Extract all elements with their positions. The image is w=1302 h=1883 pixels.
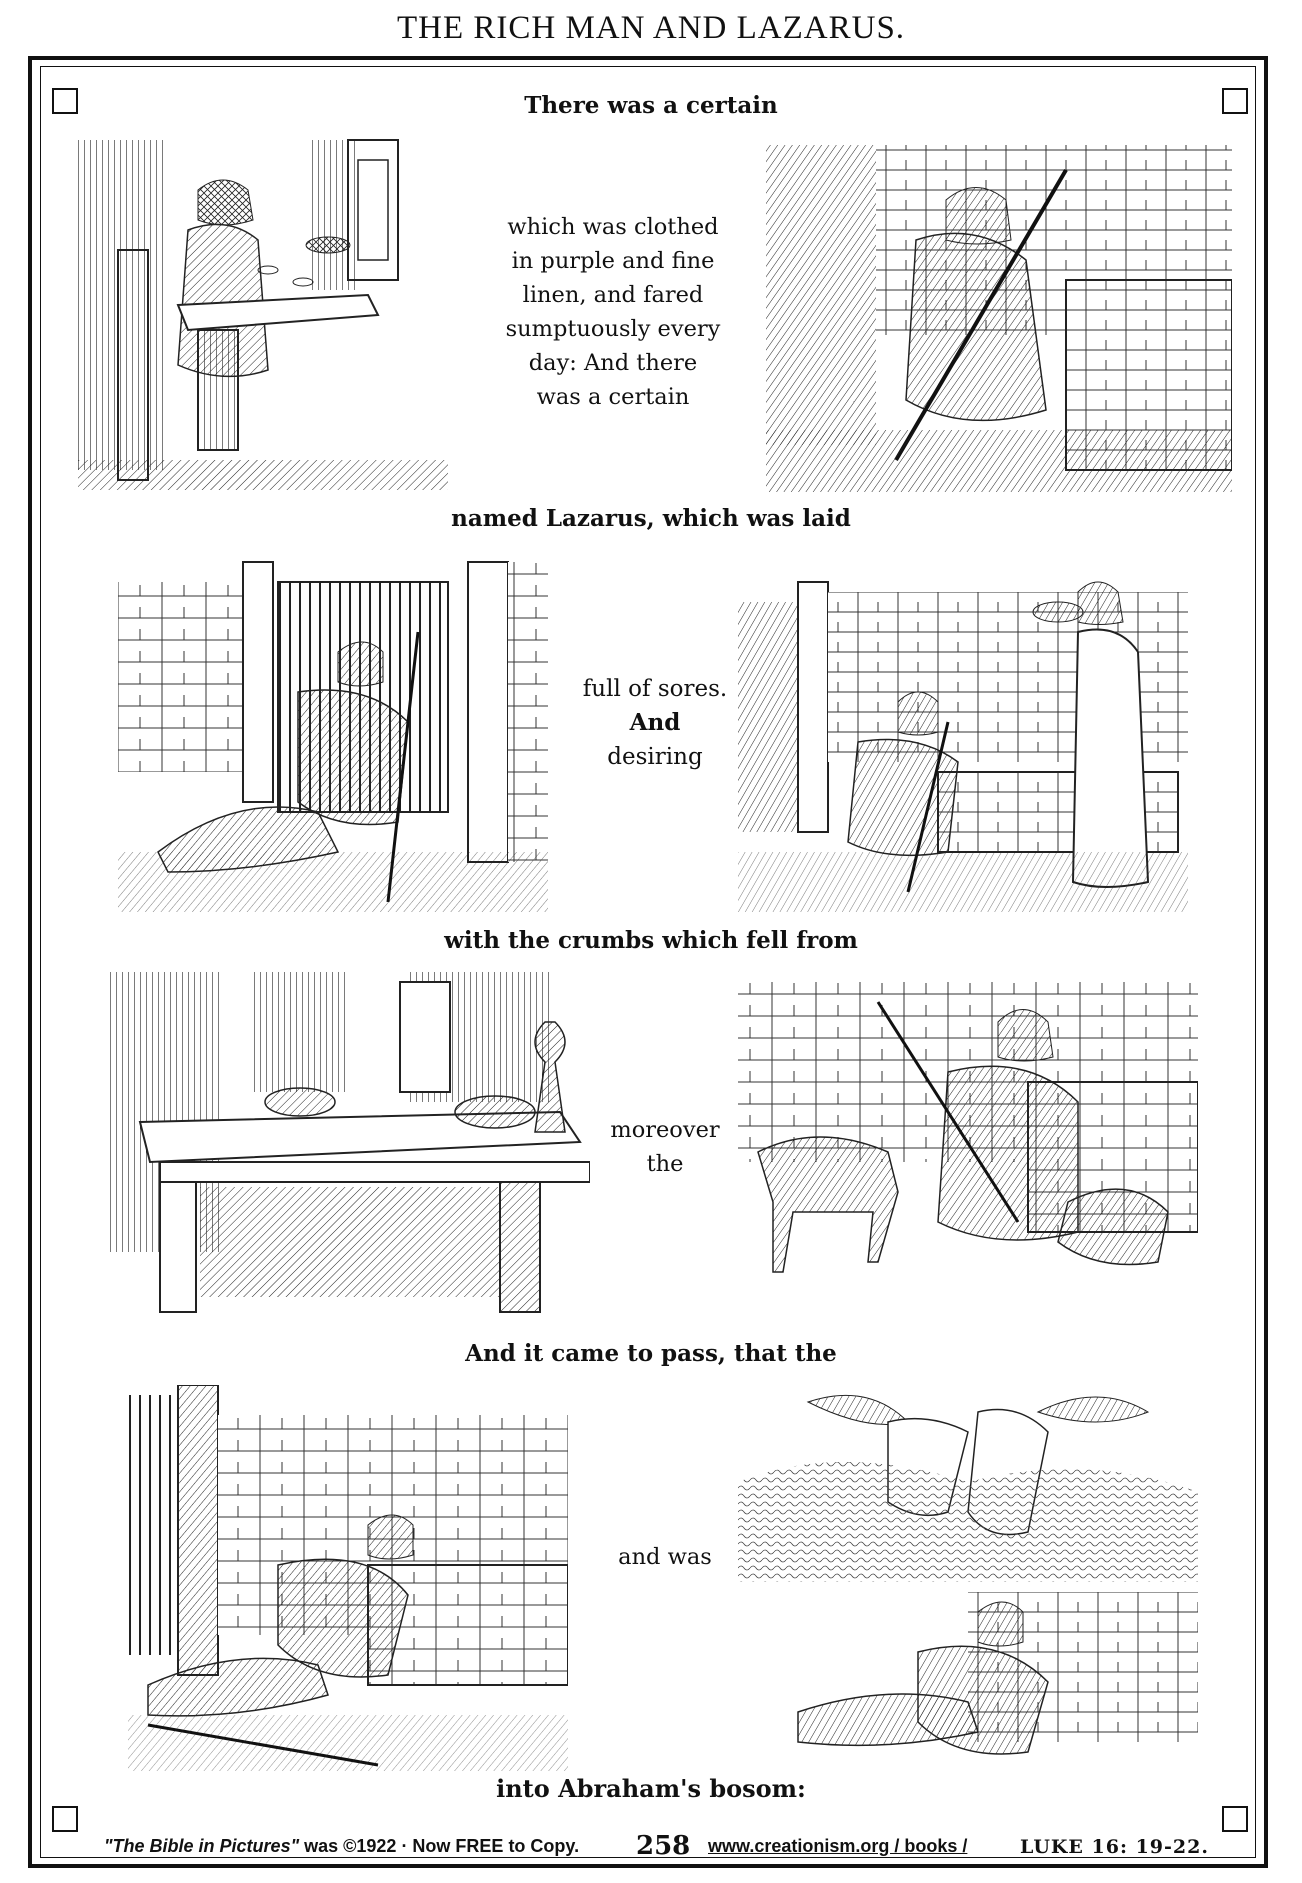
illustration-beggar-on-steps — [766, 130, 1232, 492]
footer-credit-rest: was ©1922 · Now FREE to Copy. — [299, 1836, 580, 1856]
caption-row3-middle-line: the — [646, 1151, 684, 1177]
angels-carrying-drawing — [738, 1372, 1198, 1772]
caption-row2-middle-line: full of sores. — [582, 676, 728, 702]
illustration-empty-table — [110, 972, 590, 1332]
caption-row1-middle-line: which was clothed — [507, 214, 719, 240]
caption-row1-middle-line: linen, and fared — [522, 282, 704, 308]
illustration-lazarus-dying — [128, 1385, 568, 1771]
caption-row4-middle-line: and was — [618, 1544, 712, 1570]
footer-url-link[interactable]: www.creationism.org / books / — [708, 1836, 968, 1856]
illustration-lazarus-desiring — [738, 552, 1188, 912]
caption-row1-middle-line: sumptuously every — [505, 316, 721, 342]
caption-row4-middle — [590, 1540, 740, 1574]
caption-bottom: into Abraham's bosom: — [496, 1774, 806, 1803]
caption-row2-middle-line: And — [629, 709, 681, 736]
caption-row1-middle — [478, 210, 748, 414]
beggar-on-steps-drawing — [766, 130, 1232, 492]
lazarus-at-gate-drawing — [118, 552, 548, 912]
caption-row1-middle-line: day: And there — [528, 350, 698, 376]
caption-row3-middle-line: moreover — [610, 1117, 720, 1143]
caption-row2-middle — [560, 672, 750, 774]
caption-row1-middle-line: was a certain — [536, 384, 690, 410]
caption-row1-middle-line: in purple and fine — [511, 248, 715, 274]
illustration-lazarus-at-gate — [118, 552, 548, 912]
page-title: THE RICH MAN AND LAZARUS. — [396, 10, 906, 46]
illustration-dogs-licking — [728, 972, 1198, 1332]
lazarus-dying-drawing — [128, 1385, 568, 1771]
lazarus-desiring-drawing — [738, 552, 1188, 912]
caption-row4-top: And it came to pass, that the — [465, 1340, 837, 1367]
caption-row2-top: named Lazarus, which was laid — [451, 505, 851, 532]
caption-row1-top: There was a certain — [524, 92, 778, 119]
corner-ornament-br — [1222, 1806, 1248, 1832]
empty-table-drawing — [110, 972, 590, 1332]
caption-row2-middle-line: desiring — [607, 744, 703, 770]
footer-credit-title: "The Bible in Pictures" — [104, 1836, 300, 1856]
illustration-angels-carrying — [738, 1372, 1198, 1772]
corner-ornament-bl — [52, 1806, 78, 1832]
illustration-rich-man-at-table — [78, 130, 448, 492]
page-number: 258 — [636, 1831, 691, 1861]
dogs-licking-drawing — [728, 972, 1198, 1332]
footer-credit — [104, 1836, 579, 1857]
rich-man-at-table-drawing — [78, 130, 448, 492]
caption-row3-middle — [600, 1113, 730, 1181]
scripture-reference: LUKE 16: 19-22. — [1020, 1836, 1209, 1858]
caption-row3-top: with the crumbs which fell from — [444, 927, 858, 954]
